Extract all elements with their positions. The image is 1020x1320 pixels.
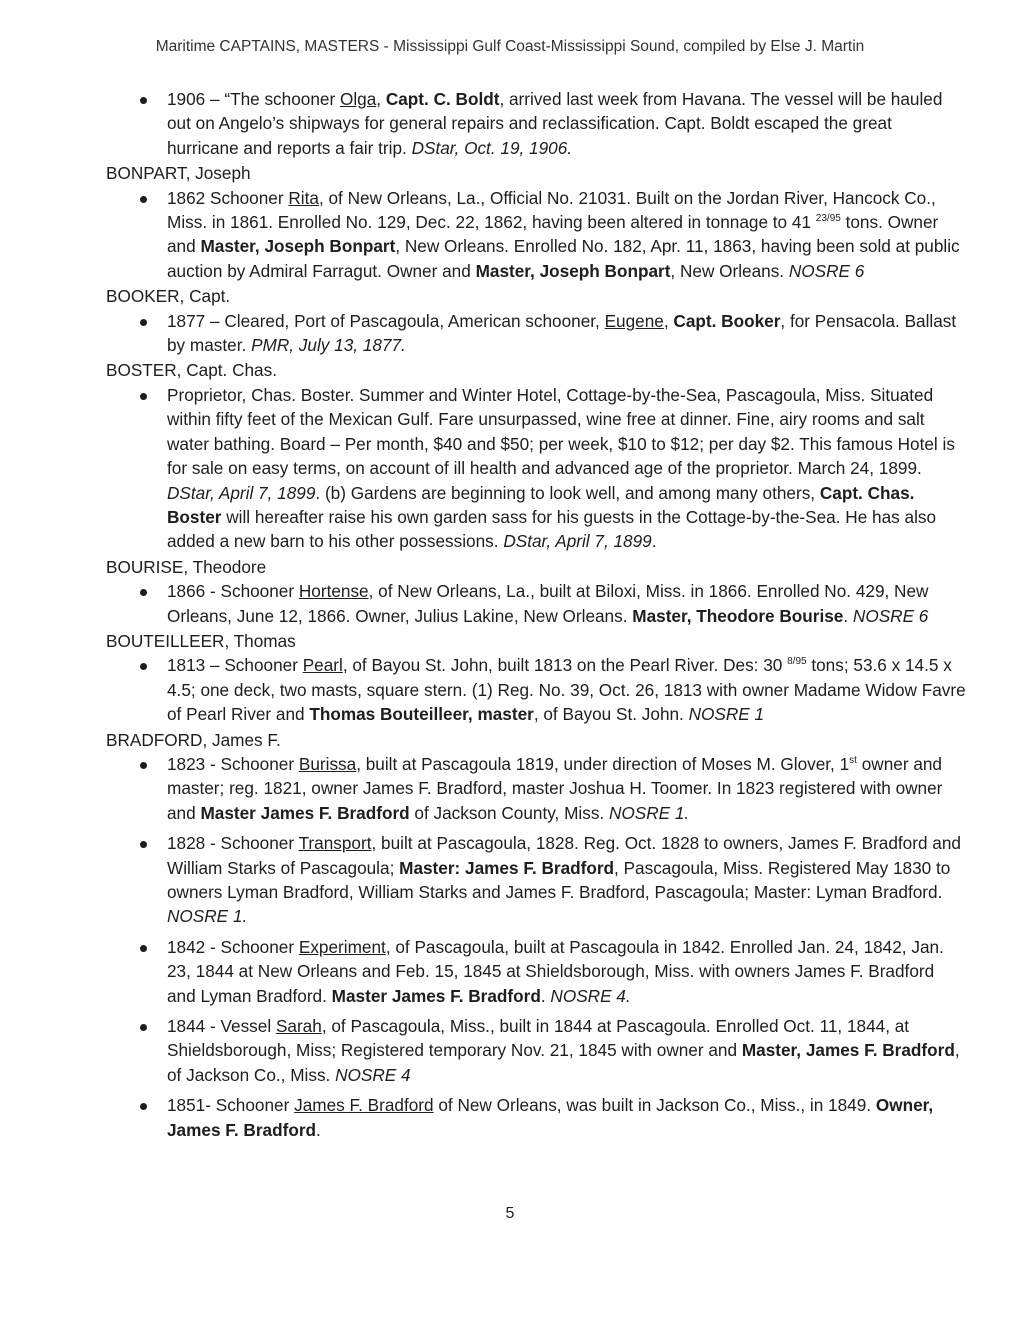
captain-name: Master, Joseph Bonpart — [200, 236, 396, 257]
entry-text: 1842 - Schooner — [167, 936, 299, 957]
bullet-icon — [140, 841, 147, 848]
entry-list — [106, 383, 966, 554]
vessel-name: Pearl — [302, 655, 343, 676]
bullet-icon — [140, 393, 147, 400]
entry-text: , of Pascagoula, Miss., built in 1844 at Pascagoula. Enrolled Oct. 11, 1844, at Shieldsborough, Miss; Registered temporary Nov. 21, 1845 with owner and — [167, 1016, 910, 1061]
superscript: 8/95 — [787, 656, 807, 668]
vessel-name: Burissa — [298, 753, 357, 774]
entry-list — [106, 309, 966, 358]
document-body — [106, 87, 966, 1143]
entry-item — [106, 752, 966, 825]
entry-text: owner and master; reg. 1821, owner James F. Bradford, master Joshua H. Toomer. In 1823 registered with owner and — [167, 753, 943, 823]
captain-name: Master James F. Bradford — [331, 985, 541, 1006]
entry-item — [106, 309, 966, 358]
entry-item — [106, 935, 966, 1008]
entry-name: BOOKER, Capt. — [106, 286, 231, 307]
bullet-icon — [140, 663, 147, 670]
entry-list — [106, 752, 966, 1142]
entry-name: BONPART, Joseph — [106, 163, 251, 184]
page-number: 5 — [505, 1205, 515, 1222]
captain-name: Capt. Booker — [673, 310, 781, 331]
entry-text: , New Orleans. Enrolled No. 182, Apr. 11, 1863, having been sold at public auction by Admiral Farragut. Owner and — [167, 236, 960, 281]
bullet-icon — [140, 762, 147, 769]
bullet-icon — [140, 97, 147, 104]
entry-item — [106, 87, 966, 160]
entry-text: , of Bayou St. John. — [533, 704, 689, 725]
captain-name: Capt. Chas. Boster — [167, 482, 915, 527]
captain-name: Master, James F. Bradford — [741, 1040, 955, 1061]
entry-item — [106, 653, 966, 726]
entry-text: . — [651, 531, 657, 552]
entry-text: , — [376, 89, 386, 109]
entry-text: , built at Pascagoula, 1828. Reg. Oct. 1828 to owners, James F. Bradford and William Starks of Pascagoula; — [167, 833, 961, 878]
entry-list — [106, 87, 966, 160]
entry-text: , of Jackson Co., Miss. — [167, 1040, 960, 1085]
entry-text: 1844 - Vessel — [167, 1016, 276, 1037]
entry-text: , of Pascagoula, built at Pascagoula in 1842. Enrolled Jan. 24, 1842, Jan. 23, 1844 at New Orleans and Feb. 15, 1845 at Shieldsborough, Miss. with owners James F. Bradford and Lyman Bradford. — [167, 936, 944, 1006]
entry-text: , New Orleans. — [670, 260, 789, 281]
entry-text: , built at Pascagoula 1819, under direction of Moses M. Glover, 1 — [356, 753, 850, 774]
bullet-icon — [140, 196, 147, 203]
entry-text: . — [316, 1119, 321, 1140]
vessel-name: Experiment — [298, 936, 386, 957]
entry-text: will hereafter raise his own garden sass for his guests in the Cottage-by-the-Sea. He has also added a new barn to his other possessions. — [167, 506, 937, 552]
captain-name: Master: James F. Bradford — [399, 857, 615, 878]
source-citation: PMR, July 13, 1877. — [251, 335, 406, 356]
entry-name: BRADFORD, James F. — [106, 729, 281, 750]
entry-name: BOURISE, Theodore — [106, 556, 267, 577]
source-citation: DStar, April 7, 1899 — [503, 531, 652, 552]
source-citation: NOSRE 4. — [550, 985, 631, 1006]
entry-text: 1877 – Cleared, Port of Pascagoula, American schooner, — [167, 310, 605, 331]
entry-list — [106, 579, 966, 628]
bullet-icon — [140, 1103, 147, 1110]
entry-name: BOUTEILLEER, Thomas — [106, 630, 296, 651]
bullet-icon — [140, 1024, 147, 1031]
bullet-icon — [140, 945, 147, 952]
superscript: st — [849, 754, 857, 766]
bullet-icon — [140, 589, 147, 596]
entry-text: , of New Orleans, La., Official No. 21031. Built on the Jordan River, Hancock Co., Miss. in 1861. Enrolled No. 129, Dec. 22, 1862, having been altered in tonnage to 41 — [167, 187, 936, 233]
entry-text: , for Pensacola. Ballast by master. — [167, 310, 957, 356]
source-citation: NOSRE 6 — [788, 260, 865, 281]
entry-text: , of New Orleans, La., built at Biloxi, Miss. in 1866. Enrolled No. 429, New Orleans, June 12, 1866. Owner, Julius Lakine, New Orleans. — [167, 581, 929, 626]
entry-text: 1866 - Schooner — [167, 581, 299, 602]
source-citation: NOSRE 1 — [688, 704, 765, 725]
entry-item — [106, 831, 966, 929]
bullet-icon — [140, 319, 147, 326]
page-header: Maritime CAPTAINS, MASTERS - Mississippi Gulf Coast-Mississippi Sound, compiled by Else J. Martin — [155, 38, 865, 55]
entry-list — [106, 186, 966, 284]
source-citation: NOSRE 4 — [335, 1064, 411, 1085]
vessel-name: Sarah — [275, 1016, 322, 1037]
entry-text: 1862 Schooner — [167, 187, 289, 208]
entry-item — [106, 1014, 966, 1087]
source-citation: NOSRE 1. — [167, 906, 248, 927]
entry-text: tons; 53.6 x 14.5 x 4.5; one deck, two masts, square stern. (1) Reg. No. 39, Oct. 26, 1813 with owner Madame Widow Favre of Pearl River and — [167, 655, 966, 725]
entry-item — [106, 1093, 966, 1142]
source-citation: NOSRE 1. — [608, 802, 690, 823]
entry-text: 1851- Schooner — [167, 1095, 295, 1116]
entry-text: , of Bayou St. John, built 1813 on the Pearl River. Des: 30 — [342, 655, 788, 676]
entry-text: of New Orleans, was built in Jackson Co., Miss., in 1849. — [433, 1095, 876, 1116]
entry-text: 1823 - Schooner — [167, 753, 299, 774]
entry-text: of Jackson County, Miss. — [409, 802, 609, 823]
entry-text: , — [663, 310, 674, 331]
vessel-name: James F. Bradford — [294, 1095, 434, 1116]
captain-name: Master, Theodore Bourise — [632, 605, 844, 626]
entry-list — [106, 653, 966, 726]
entry-item — [106, 186, 966, 284]
captain-name: Thomas Bouteilleer, master — [309, 704, 534, 725]
source-citation: DStar, Oct. 19, 1906. — [411, 137, 573, 158]
vessel-name: Rita — [288, 187, 319, 208]
entry-text: 1813 – Schooner — [167, 655, 303, 676]
source-citation: NOSRE 6 — [852, 605, 929, 626]
vessel-name: Olga — [339, 89, 377, 109]
captain-name: Owner, James F. Bradford — [167, 1095, 934, 1140]
entry-text: . (b) Gardens are beginning to look well, and among many others, — [315, 482, 820, 503]
superscript: 23/95 — [815, 213, 841, 225]
entry-text: tons. Owner and — [167, 212, 939, 257]
vessel-name: Transport — [298, 833, 372, 854]
entry-text: 1906 – “The schooner — [167, 89, 340, 109]
entry-name: BOSTER, Capt. Chas. — [106, 360, 277, 381]
entry-item — [106, 579, 966, 628]
source-citation: DStar, April 7, 1899 — [167, 482, 316, 503]
entry-text: , arrived last week from Havana. The vessel will be hauled out on Angelo’s shipways for general repairs and reclassification. Capt. Boldt escaped the great hurricane and reports a fair trip. — [167, 89, 943, 158]
entry-text: 1828 - Schooner — [167, 833, 299, 854]
entry-text: Proprietor, Chas. Boster. Summer and Winter Hotel, Cottage-by-the-Sea, Pascagoula, Miss. Situated within fifty feet of the Mexican Gulf. Fare unsurpassed, wine free at dinner. Fine, airy rooms and salt water bathing. Board – Per month, $40 and $50; per week, $10 to $12; per day $2. This famous Hotel is for sale on easy terms, on account of ill health and advanced age of the proprietor. March 24, 1899. — [167, 384, 955, 479]
entry-text: , Pascagoula, Miss. Registered May 1830 to owners Lyman Bradford, William Starks and James F. Bradford, Pascagoula; Master: Lyman Bradford. — [167, 857, 951, 902]
vessel-name: Eugene — [604, 310, 664, 331]
captain-name: Master, Joseph Bonpart — [475, 260, 671, 281]
entry-item — [106, 383, 966, 554]
entry-text: . — [843, 605, 853, 626]
vessel-name: Hortense — [298, 581, 369, 602]
captain-name: Master James F. Bradford — [200, 802, 410, 823]
captain-name: Capt. C. Boldt — [385, 89, 500, 109]
entry-text: . — [540, 985, 551, 1006]
